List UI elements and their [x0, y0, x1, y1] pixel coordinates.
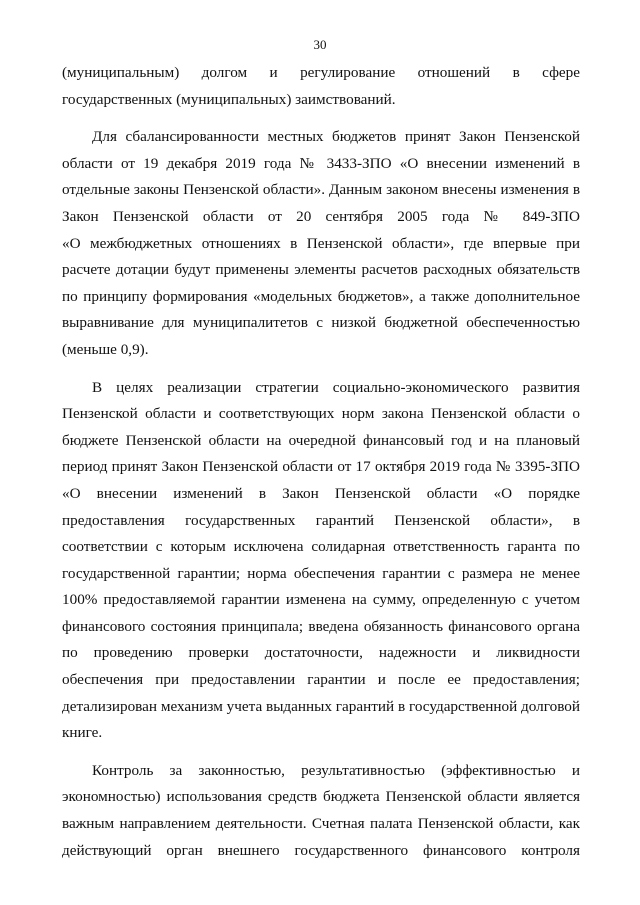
paragraph-4	[62, 758, 580, 864]
text-line: книге.	[62, 724, 103, 742]
text-line: детализирован механизм учета выданных гарантий в государственной долговой	[62, 697, 580, 715]
text-line: государственных (муниципальных) заимствований.	[62, 90, 396, 108]
text-line: предоставления государственных гарантий Пензенской области», в	[62, 511, 580, 529]
text-line: Закон Пензенской области от 20 сентября 2005 года № 849-ЗПО	[62, 207, 580, 225]
text-line: период принят Закон Пензенской области от 17 октября 2019 года № 3395-ЗПО	[62, 458, 580, 476]
text-line: выравнивание для муниципалитетов с низкой бюджетной обеспеченностью	[62, 314, 580, 332]
text-line: (меньше 0,9).	[62, 340, 149, 358]
paragraph-3	[62, 375, 580, 747]
text-line: Пензенской области и соответствующих норм закона Пензенской области о	[62, 405, 580, 423]
text-line: области от 19 декабря 2019 года № 3433-ЗПО «О внесении изменений в	[62, 154, 580, 172]
text-line: отдельные законы Пензенской области». Данным законом внесены изменения в	[62, 181, 580, 199]
text-line: соответствии с которым исключена солидарная ответственность гаранта по	[62, 538, 580, 556]
text-line: Контроль за законностью, результативностью (эффективностью и	[92, 761, 580, 779]
text-line: обеспечения при предоставлении гарантии и после ее предоставления;	[62, 671, 580, 689]
paragraph-2	[62, 124, 580, 363]
text-line: важным направлением деятельности. Счетная палата Пензенской области, как	[62, 815, 580, 833]
page-number: 30	[313, 37, 327, 52]
text-line: «О межбюджетных отношениях в Пензенской области», где впервые при	[62, 234, 580, 252]
text-line: расчете дотации будут применены элементы расчетов расходных обязательств	[62, 261, 580, 279]
text-line: «О внесении изменений в Закон Пензенской области «О порядке	[62, 484, 580, 502]
paragraph-1	[62, 60, 580, 113]
text-line: действующий орган внешнего государственного финансового контроля	[62, 841, 580, 859]
text-line: бюджете Пензенской области на очередной финансовый год и на плановый	[62, 431, 580, 449]
text-line: по проведению проверки достаточности, надежности и ликвидности	[62, 644, 580, 662]
text-line: по принципу формирования «модельных бюджетов», а также дополнительное	[62, 287, 580, 305]
text-line: экономностью) использования средств бюджета Пензенской области является	[62, 788, 580, 806]
text-line: В целях реализации стратегии социально-экономического развития	[92, 378, 580, 396]
document-body	[62, 60, 580, 864]
text-line: финансового состояния принципала; введена обязанность финансового органа	[62, 617, 580, 635]
text-line: (муниципальным) долгом и регулирование отношений в сфере	[62, 64, 580, 81]
text-line: 100% предоставляемой гарантии изменена на сумму, определенную с учетом	[62, 591, 580, 609]
text-line: Для сбалансированности местных бюджетов принят Закон Пензенской	[92, 128, 580, 146]
text-line: государственной гарантии; норма обеспечения гарантии с размера не менее	[62, 564, 580, 582]
